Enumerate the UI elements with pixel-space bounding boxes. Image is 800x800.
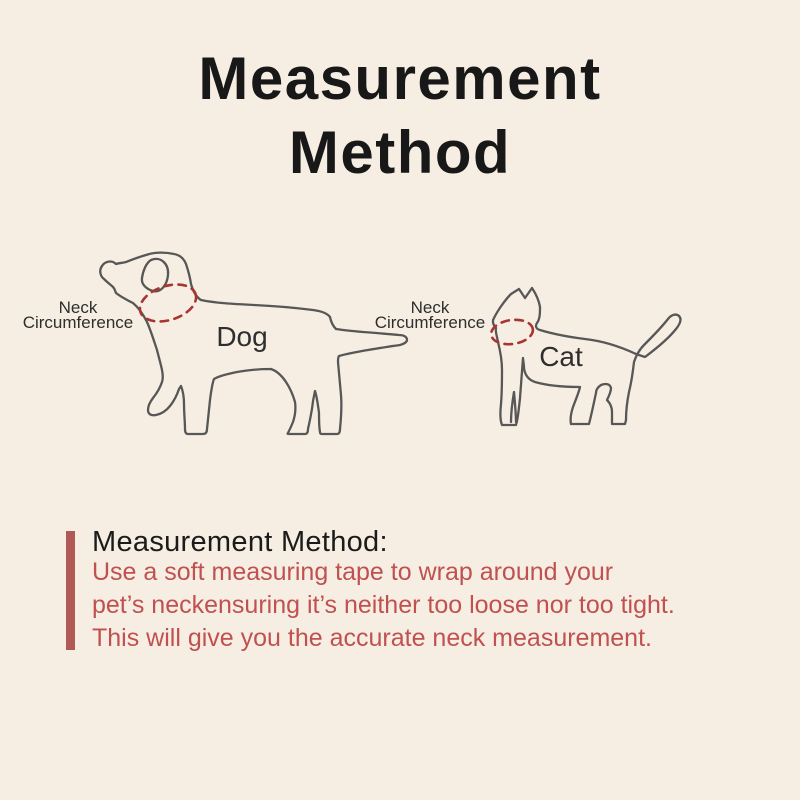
dog-name-label: Dog [216,321,268,352]
dog-neck-circumference-label: Neck Circumference [22,298,134,332]
page-title-line2: Method [288,119,512,186]
cat-front-leg-gap-path [511,392,516,422]
pets-line-art [0,200,800,470]
instructions-heading: Measurement Method: [92,526,388,558]
cat-neck-circumference-label: Neck Circumference [374,298,486,332]
instructions-line-2: pet’s neckensuring it’s neither too loose nor too tight. [92,591,675,619]
instructions-line-3: This will give you the accurate neck measurement. [92,624,652,652]
page-title [0,42,800,190]
instructions-line-1: Use a soft measuring tape to wrap around your [92,558,614,586]
page-title-line1: Measurement [198,45,602,112]
instructions-text [92,556,792,655]
instructions-accent-bar [66,531,75,650]
cat-name-label: Cat [539,341,583,372]
